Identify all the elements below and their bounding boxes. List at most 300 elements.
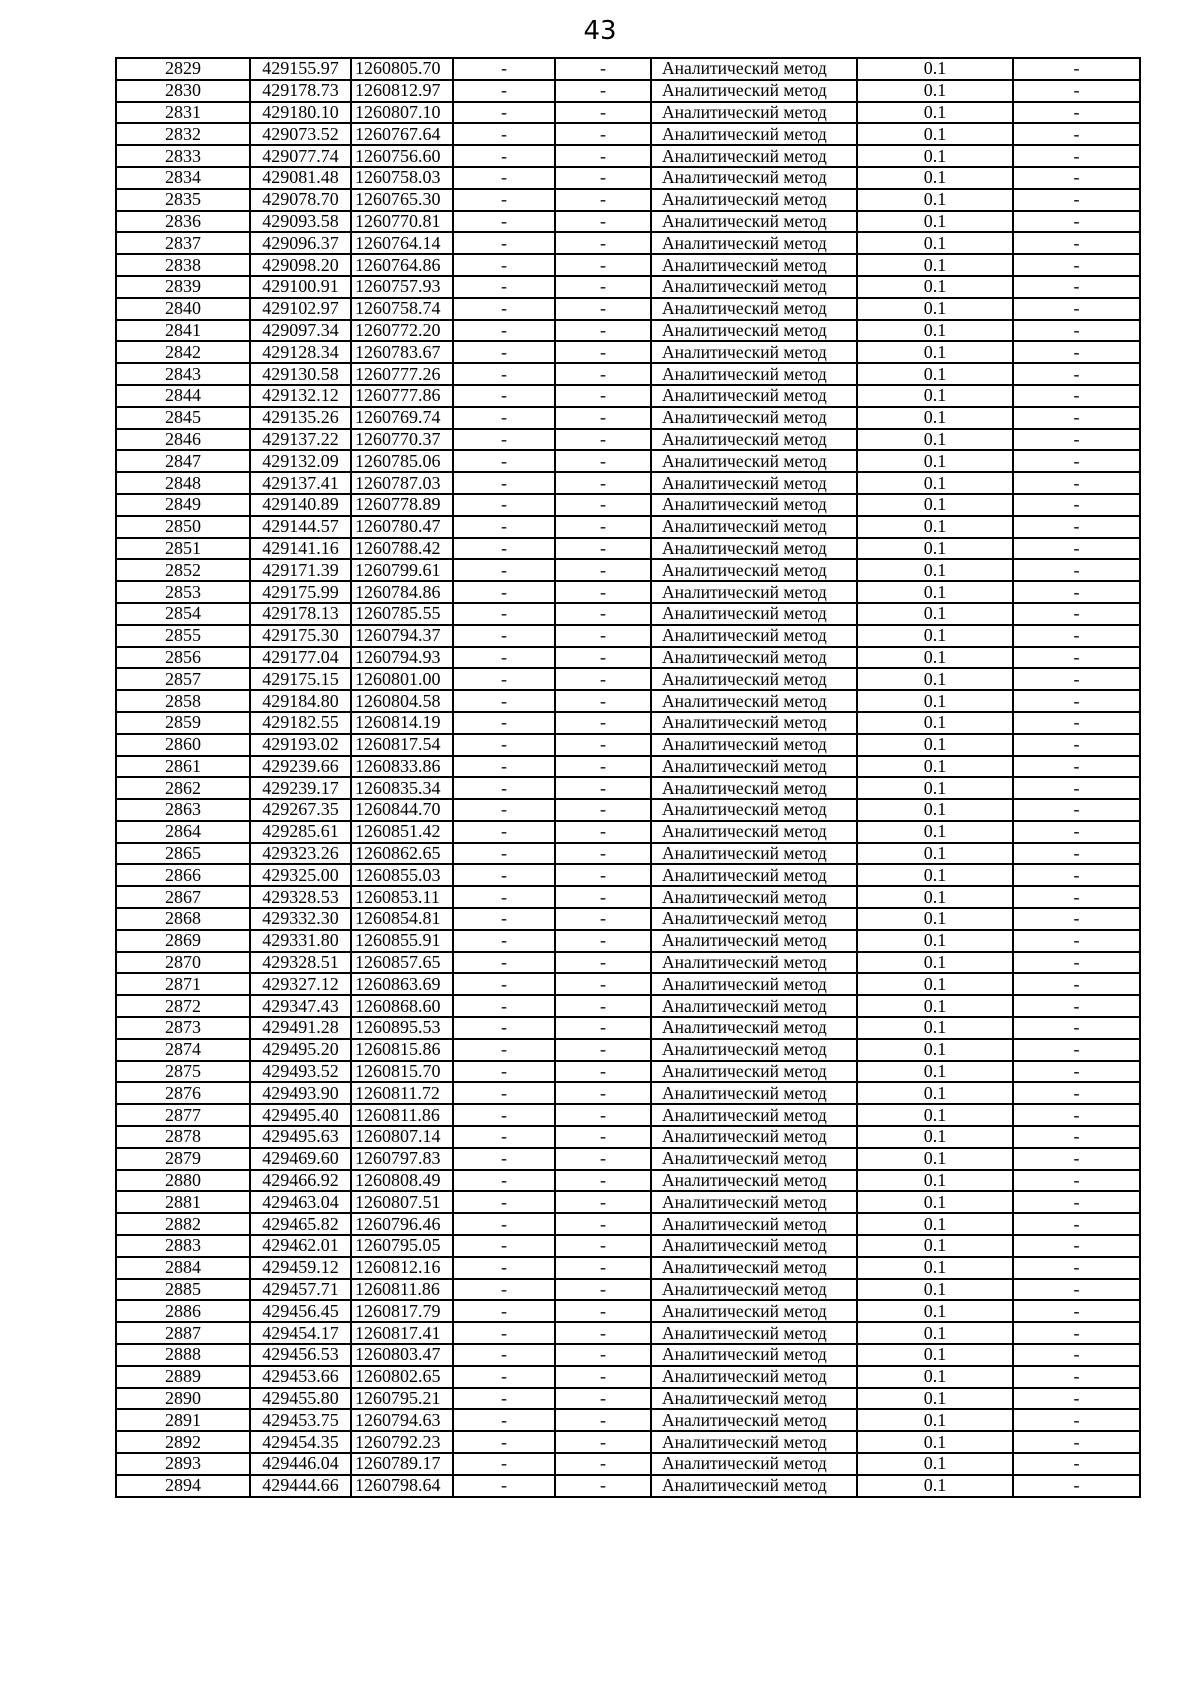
- x-coordinate: 429155.97: [250, 58, 351, 80]
- point-number: 2853: [116, 581, 250, 603]
- method-cell: Аналитический метод: [651, 647, 857, 669]
- x-coordinate: 429073.52: [250, 123, 351, 145]
- precision-cell: 0.1: [857, 1191, 1013, 1213]
- empty-cell: -: [1013, 102, 1140, 124]
- empty-cell: -: [453, 647, 555, 669]
- table-row: [116, 385, 1140, 407]
- empty-cell: -: [453, 821, 555, 843]
- table-row: [116, 363, 1140, 385]
- table-row: [116, 952, 1140, 974]
- x-coordinate: 429495.40: [250, 1104, 351, 1126]
- method-cell: Аналитический метод: [651, 472, 857, 494]
- y-coordinate: 1260795.05: [351, 1235, 453, 1257]
- table-row: [116, 908, 1140, 930]
- x-coordinate: 429239.17: [250, 777, 351, 799]
- empty-cell: -: [555, 145, 651, 167]
- x-coordinate: 429332.30: [250, 908, 351, 930]
- x-coordinate: 429466.92: [250, 1170, 351, 1192]
- empty-cell: -: [555, 625, 651, 647]
- y-coordinate: 1260835.34: [351, 777, 453, 799]
- y-coordinate: 1260807.10: [351, 102, 453, 124]
- method-cell: Аналитический метод: [651, 712, 857, 734]
- empty-cell: -: [1013, 1104, 1140, 1126]
- y-coordinate: 1260857.65: [351, 952, 453, 974]
- table-row: [116, 668, 1140, 690]
- method-cell: Аналитический метод: [651, 1475, 857, 1497]
- y-coordinate: 1260757.93: [351, 276, 453, 298]
- empty-cell: -: [555, 734, 651, 756]
- x-coordinate: 429455.80: [250, 1388, 351, 1410]
- precision-cell: 0.1: [857, 777, 1013, 799]
- empty-cell: -: [453, 145, 555, 167]
- method-cell: Аналитический метод: [651, 211, 857, 233]
- empty-cell: -: [453, 189, 555, 211]
- point-number: 2882: [116, 1213, 250, 1235]
- empty-cell: -: [555, 886, 651, 908]
- empty-cell: -: [1013, 712, 1140, 734]
- point-number: 2886: [116, 1300, 250, 1322]
- x-coordinate: 429493.90: [250, 1082, 351, 1104]
- point-number: 2844: [116, 385, 250, 407]
- method-cell: Аналитический метод: [651, 429, 857, 451]
- precision-cell: 0.1: [857, 1039, 1013, 1061]
- empty-cell: -: [1013, 494, 1140, 516]
- x-coordinate: 429175.15: [250, 668, 351, 690]
- method-cell: Аналитический метод: [651, 864, 857, 886]
- table-row: [116, 1126, 1140, 1148]
- empty-cell: -: [453, 450, 555, 472]
- empty-cell: -: [1013, 952, 1140, 974]
- empty-cell: -: [555, 80, 651, 102]
- table-row: [116, 777, 1140, 799]
- precision-cell: 0.1: [857, 80, 1013, 102]
- y-coordinate: 1260895.53: [351, 1017, 453, 1039]
- point-number: 2877: [116, 1104, 250, 1126]
- empty-cell: -: [453, 363, 555, 385]
- x-coordinate: 429128.34: [250, 341, 351, 363]
- empty-cell: -: [453, 777, 555, 799]
- empty-cell: -: [555, 1409, 651, 1431]
- empty-cell: -: [555, 1148, 651, 1170]
- point-number: 2885: [116, 1279, 250, 1301]
- empty-cell: -: [555, 930, 651, 952]
- precision-cell: 0.1: [857, 1061, 1013, 1083]
- table-row: [116, 799, 1140, 821]
- empty-cell: -: [555, 211, 651, 233]
- empty-cell: -: [1013, 123, 1140, 145]
- empty-cell: -: [453, 167, 555, 189]
- method-cell: Аналитический метод: [651, 494, 857, 516]
- empty-cell: -: [453, 799, 555, 821]
- x-coordinate: 429456.53: [250, 1344, 351, 1366]
- empty-cell: -: [453, 1322, 555, 1344]
- empty-cell: -: [1013, 1126, 1140, 1148]
- x-coordinate: 429331.80: [250, 930, 351, 952]
- empty-cell: -: [453, 908, 555, 930]
- table-row: [116, 1235, 1140, 1257]
- point-number: 2894: [116, 1475, 250, 1497]
- precision-cell: 0.1: [857, 1344, 1013, 1366]
- precision-cell: 0.1: [857, 1104, 1013, 1126]
- empty-cell: -: [1013, 450, 1140, 472]
- y-coordinate: 1260788.42: [351, 538, 453, 560]
- point-number: 2871: [116, 973, 250, 995]
- empty-cell: -: [555, 952, 651, 974]
- empty-cell: -: [1013, 1344, 1140, 1366]
- empty-cell: -: [555, 254, 651, 276]
- empty-cell: -: [555, 821, 651, 843]
- table-row: [116, 1213, 1140, 1235]
- method-cell: Аналитический метод: [651, 1191, 857, 1213]
- point-number: 2837: [116, 232, 250, 254]
- empty-cell: -: [453, 1431, 555, 1453]
- table-row: [116, 1279, 1140, 1301]
- empty-cell: -: [555, 407, 651, 429]
- empty-cell: -: [555, 472, 651, 494]
- table-row: [116, 1191, 1140, 1213]
- x-coordinate: 429182.55: [250, 712, 351, 734]
- table-row: [116, 1104, 1140, 1126]
- x-coordinate: 429096.37: [250, 232, 351, 254]
- point-number: 2843: [116, 363, 250, 385]
- empty-cell: -: [555, 1344, 651, 1366]
- x-coordinate: 429175.30: [250, 625, 351, 647]
- empty-cell: -: [1013, 1409, 1140, 1431]
- empty-cell: -: [555, 1082, 651, 1104]
- empty-cell: -: [555, 1453, 651, 1475]
- precision-cell: 0.1: [857, 581, 1013, 603]
- y-coordinate: 1260801.00: [351, 668, 453, 690]
- empty-cell: -: [453, 1126, 555, 1148]
- point-number: 2891: [116, 1409, 250, 1431]
- empty-cell: -: [453, 385, 555, 407]
- empty-cell: -: [1013, 886, 1140, 908]
- table-row: [116, 211, 1140, 233]
- method-cell: Аналитический метод: [651, 821, 857, 843]
- x-coordinate: 429446.04: [250, 1453, 351, 1475]
- x-coordinate: 429180.10: [250, 102, 351, 124]
- x-coordinate: 429100.91: [250, 276, 351, 298]
- empty-cell: -: [555, 1366, 651, 1388]
- precision-cell: 0.1: [857, 799, 1013, 821]
- x-coordinate: 429444.66: [250, 1475, 351, 1497]
- empty-cell: -: [555, 908, 651, 930]
- method-cell: Аналитический метод: [651, 58, 857, 80]
- method-cell: Аналитический метод: [651, 298, 857, 320]
- point-number: 2860: [116, 734, 250, 756]
- empty-cell: -: [1013, 429, 1140, 451]
- empty-cell: -: [453, 1453, 555, 1475]
- empty-cell: -: [453, 581, 555, 603]
- method-cell: Аналитический метод: [651, 1300, 857, 1322]
- empty-cell: -: [555, 712, 651, 734]
- x-coordinate: 429178.73: [250, 80, 351, 102]
- y-coordinate: 1260769.74: [351, 407, 453, 429]
- empty-cell: -: [1013, 211, 1140, 233]
- x-coordinate: 429141.16: [250, 538, 351, 560]
- empty-cell: -: [555, 123, 651, 145]
- method-cell: Аналитический метод: [651, 777, 857, 799]
- method-cell: Аналитический метод: [651, 1039, 857, 1061]
- empty-cell: -: [555, 58, 651, 80]
- y-coordinate: 1260807.14: [351, 1126, 453, 1148]
- precision-cell: 0.1: [857, 145, 1013, 167]
- precision-cell: 0.1: [857, 1170, 1013, 1192]
- table-row: [116, 254, 1140, 276]
- empty-cell: -: [555, 429, 651, 451]
- empty-cell: -: [453, 1039, 555, 1061]
- empty-cell: -: [555, 799, 651, 821]
- point-number: 2866: [116, 864, 250, 886]
- empty-cell: -: [453, 298, 555, 320]
- point-number: 2836: [116, 211, 250, 233]
- x-coordinate: 429102.97: [250, 298, 351, 320]
- table-row: [116, 1148, 1140, 1170]
- empty-cell: -: [453, 429, 555, 451]
- y-coordinate: 1260785.55: [351, 603, 453, 625]
- coordinates-table: [115, 57, 1141, 1498]
- precision-cell: 0.1: [857, 995, 1013, 1017]
- table-row: [116, 1453, 1140, 1475]
- empty-cell: -: [1013, 908, 1140, 930]
- empty-cell: -: [1013, 690, 1140, 712]
- table-row: [116, 1017, 1140, 1039]
- empty-cell: -: [453, 320, 555, 342]
- empty-cell: -: [1013, 821, 1140, 843]
- empty-cell: -: [555, 690, 651, 712]
- point-number: 2888: [116, 1344, 250, 1366]
- empty-cell: -: [1013, 603, 1140, 625]
- empty-cell: -: [1013, 799, 1140, 821]
- point-number: 2893: [116, 1453, 250, 1475]
- empty-cell: -: [555, 1322, 651, 1344]
- empty-cell: -: [555, 1039, 651, 1061]
- point-number: 2839: [116, 276, 250, 298]
- point-number: 2881: [116, 1191, 250, 1213]
- method-cell: Аналитический метод: [651, 538, 857, 560]
- table-row: [116, 1475, 1140, 1497]
- x-coordinate: 429137.41: [250, 472, 351, 494]
- x-coordinate: 429177.04: [250, 647, 351, 669]
- table-row: [116, 973, 1140, 995]
- empty-cell: -: [453, 1279, 555, 1301]
- empty-cell: -: [1013, 232, 1140, 254]
- precision-cell: 0.1: [857, 407, 1013, 429]
- x-coordinate: 429098.20: [250, 254, 351, 276]
- precision-cell: 0.1: [857, 603, 1013, 625]
- empty-cell: -: [555, 1170, 651, 1192]
- table-row: [116, 1409, 1140, 1431]
- y-coordinate: 1260833.86: [351, 756, 453, 778]
- y-coordinate: 1260815.70: [351, 1061, 453, 1083]
- empty-cell: -: [555, 1104, 651, 1126]
- table-row: [116, 603, 1140, 625]
- point-number: 2884: [116, 1257, 250, 1279]
- x-coordinate: 429327.12: [250, 973, 351, 995]
- method-cell: Аналитический метод: [651, 1322, 857, 1344]
- method-cell: Аналитический метод: [651, 123, 857, 145]
- table-row: [116, 886, 1140, 908]
- method-cell: Аналитический метод: [651, 363, 857, 385]
- point-number: 2833: [116, 145, 250, 167]
- empty-cell: -: [453, 1213, 555, 1235]
- point-number: 2862: [116, 777, 250, 799]
- empty-cell: -: [453, 886, 555, 908]
- method-cell: Аналитический метод: [651, 1366, 857, 1388]
- empty-cell: -: [555, 668, 651, 690]
- y-coordinate: 1260811.86: [351, 1279, 453, 1301]
- point-number: 2857: [116, 668, 250, 690]
- empty-cell: -: [453, 1170, 555, 1192]
- table-row: [116, 538, 1140, 560]
- x-coordinate: 429491.28: [250, 1017, 351, 1039]
- empty-cell: -: [1013, 1017, 1140, 1039]
- empty-cell: -: [555, 973, 651, 995]
- empty-cell: -: [453, 80, 555, 102]
- point-number: 2876: [116, 1082, 250, 1104]
- method-cell: Аналитический метод: [651, 1257, 857, 1279]
- empty-cell: -: [453, 603, 555, 625]
- empty-cell: -: [1013, 1475, 1140, 1497]
- point-number: 2854: [116, 603, 250, 625]
- empty-cell: -: [453, 756, 555, 778]
- empty-cell: -: [1013, 843, 1140, 865]
- empty-cell: -: [555, 603, 651, 625]
- empty-cell: -: [453, 1257, 555, 1279]
- y-coordinate: 1260770.81: [351, 211, 453, 233]
- x-coordinate: 429078.70: [250, 189, 351, 211]
- empty-cell: -: [453, 123, 555, 145]
- table-row: [116, 647, 1140, 669]
- empty-cell: -: [453, 952, 555, 974]
- method-cell: Аналитический метод: [651, 1126, 857, 1148]
- table-row: [116, 516, 1140, 538]
- table-row: [116, 232, 1140, 254]
- empty-cell: -: [453, 1082, 555, 1104]
- point-number: 2838: [116, 254, 250, 276]
- empty-cell: -: [453, 1409, 555, 1431]
- empty-cell: -: [555, 102, 651, 124]
- table-row: [116, 298, 1140, 320]
- empty-cell: -: [1013, 1039, 1140, 1061]
- point-number: 2889: [116, 1366, 250, 1388]
- x-coordinate: 429144.57: [250, 516, 351, 538]
- empty-cell: -: [1013, 516, 1140, 538]
- method-cell: Аналитический метод: [651, 603, 857, 625]
- point-number: 2851: [116, 538, 250, 560]
- empty-cell: -: [555, 756, 651, 778]
- table-row: [116, 995, 1140, 1017]
- empty-cell: -: [555, 581, 651, 603]
- empty-cell: -: [1013, 668, 1140, 690]
- empty-cell: -: [555, 320, 651, 342]
- point-number: 2869: [116, 930, 250, 952]
- method-cell: Аналитический метод: [651, 973, 857, 995]
- empty-cell: -: [453, 734, 555, 756]
- method-cell: Аналитический метод: [651, 1431, 857, 1453]
- x-coordinate: 429463.04: [250, 1191, 351, 1213]
- table-row: [116, 581, 1140, 603]
- point-number: 2872: [116, 995, 250, 1017]
- precision-cell: 0.1: [857, 1453, 1013, 1475]
- precision-cell: 0.1: [857, 1148, 1013, 1170]
- empty-cell: -: [555, 494, 651, 516]
- y-coordinate: 1260808.49: [351, 1170, 453, 1192]
- point-number: 2858: [116, 690, 250, 712]
- y-coordinate: 1260785.06: [351, 450, 453, 472]
- method-cell: Аналитический метод: [651, 1409, 857, 1431]
- x-coordinate: 429456.45: [250, 1300, 351, 1322]
- y-coordinate: 1260855.91: [351, 930, 453, 952]
- precision-cell: 0.1: [857, 625, 1013, 647]
- empty-cell: -: [1013, 189, 1140, 211]
- table-row: [116, 58, 1140, 80]
- precision-cell: 0.1: [857, 1431, 1013, 1453]
- method-cell: Аналитический метод: [651, 668, 857, 690]
- y-coordinate: 1260794.93: [351, 647, 453, 669]
- empty-cell: -: [453, 58, 555, 80]
- point-number: 2890: [116, 1388, 250, 1410]
- method-cell: Аналитический метод: [651, 930, 857, 952]
- empty-cell: -: [1013, 167, 1140, 189]
- y-coordinate: 1260794.37: [351, 625, 453, 647]
- y-coordinate: 1260777.86: [351, 385, 453, 407]
- x-coordinate: 429323.26: [250, 843, 351, 865]
- empty-cell: -: [453, 690, 555, 712]
- point-number: 2874: [116, 1039, 250, 1061]
- method-cell: Аналитический метод: [651, 450, 857, 472]
- point-number: 2852: [116, 559, 250, 581]
- empty-cell: -: [555, 995, 651, 1017]
- precision-cell: 0.1: [857, 385, 1013, 407]
- empty-cell: -: [555, 1191, 651, 1213]
- table-row: [116, 494, 1140, 516]
- empty-cell: -: [453, 1344, 555, 1366]
- empty-cell: -: [1013, 1148, 1140, 1170]
- empty-cell: -: [453, 712, 555, 734]
- empty-cell: -: [1013, 647, 1140, 669]
- empty-cell: -: [555, 363, 651, 385]
- y-coordinate: 1260844.70: [351, 799, 453, 821]
- table-row: [116, 712, 1140, 734]
- method-cell: Аналитический метод: [651, 908, 857, 930]
- y-coordinate: 1260807.51: [351, 1191, 453, 1213]
- method-cell: Аналитический метод: [651, 385, 857, 407]
- method-cell: Аналитический метод: [651, 407, 857, 429]
- method-cell: Аналитический метод: [651, 995, 857, 1017]
- point-number: 2870: [116, 952, 250, 974]
- point-number: 2842: [116, 341, 250, 363]
- precision-cell: 0.1: [857, 908, 1013, 930]
- method-cell: Аналитический метод: [651, 559, 857, 581]
- x-coordinate: 429178.13: [250, 603, 351, 625]
- y-coordinate: 1260863.69: [351, 973, 453, 995]
- x-coordinate: 429454.17: [250, 1322, 351, 1344]
- precision-cell: 0.1: [857, 1126, 1013, 1148]
- method-cell: Аналитический метод: [651, 1279, 857, 1301]
- point-number: 2879: [116, 1148, 250, 1170]
- empty-cell: -: [555, 189, 651, 211]
- y-coordinate: 1260794.63: [351, 1409, 453, 1431]
- empty-cell: -: [555, 1300, 651, 1322]
- table-row: [116, 320, 1140, 342]
- point-number: 2865: [116, 843, 250, 865]
- empty-cell: -: [453, 995, 555, 1017]
- empty-cell: -: [453, 1017, 555, 1039]
- empty-cell: -: [555, 647, 651, 669]
- precision-cell: 0.1: [857, 298, 1013, 320]
- method-cell: Аналитический метод: [651, 799, 857, 821]
